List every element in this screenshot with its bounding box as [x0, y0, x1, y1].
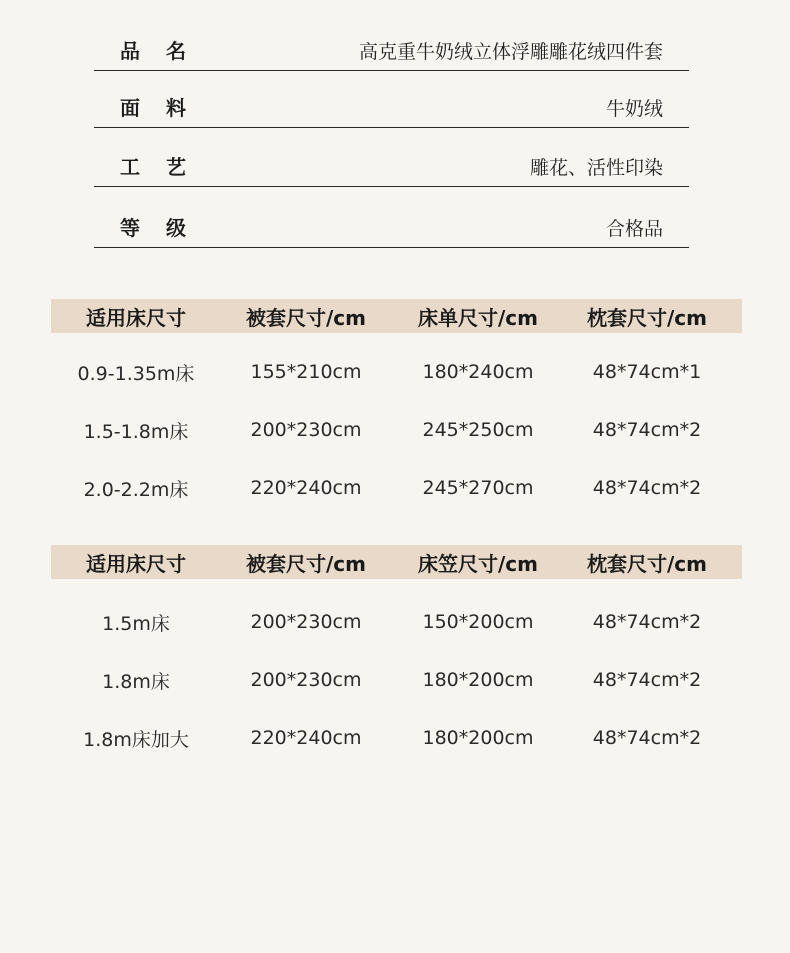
cell-bed-size: 2.0-2.2m床	[83, 478, 189, 501]
table-row	[51, 459, 742, 517]
header-pillowcase-size: 枕套尺寸/cm	[587, 551, 707, 576]
table-header	[51, 299, 742, 333]
table-row	[51, 343, 742, 401]
cell-sheet-size: 180*240cm	[422, 361, 534, 383]
cell-pillowcase-size: 48*74cm*2	[592, 477, 702, 499]
table-header	[51, 545, 742, 579]
cell-pillowcase-size: 48*74cm*2	[592, 419, 702, 441]
cell-duvet-size: 220*240cm	[250, 727, 362, 749]
table-row	[51, 593, 742, 651]
table-row	[51, 709, 742, 767]
cell-pillowcase-size: 48*74cm*2	[592, 669, 702, 691]
cell-sheet-size: 245*270cm	[422, 477, 534, 499]
cell-duvet-size: 200*230cm	[250, 419, 362, 441]
header-pillowcase-size: 枕套尺寸/cm	[587, 305, 707, 330]
size-table-flat-sheet	[51, 299, 742, 517]
product-spec-list	[94, 30, 689, 248]
cell-bed-size: 1.5-1.8m床	[83, 420, 189, 443]
cell-bed-size: 1.5m床	[102, 612, 170, 635]
spec-row-grade	[94, 187, 689, 248]
spec-label: 面料	[120, 96, 212, 120]
header-duvet-size: 被套尺寸/cm	[246, 305, 366, 330]
size-table-fitted-sheet	[51, 545, 742, 767]
cell-fitted-sheet-size: 180*200cm	[422, 727, 534, 749]
spec-row-fabric	[94, 71, 689, 128]
header-sheet-size: 床单尺寸/cm	[418, 305, 538, 330]
spec-label: 等级	[120, 216, 212, 240]
cell-duvet-size: 220*240cm	[250, 477, 362, 499]
cell-sheet-size: 245*250cm	[422, 419, 534, 441]
cell-fitted-sheet-size: 150*200cm	[422, 611, 534, 633]
header-duvet-size: 被套尺寸/cm	[246, 551, 366, 576]
spec-label: 品名	[120, 39, 212, 63]
cell-bed-size: 0.9-1.35m床	[77, 362, 195, 385]
spec-value: 高克重牛奶绒立体浮雕雕花绒四件套	[358, 41, 663, 63]
cell-pillowcase-size: 48*74cm*1	[592, 361, 702, 383]
cell-duvet-size: 200*230cm	[250, 611, 362, 633]
cell-duvet-size: 200*230cm	[250, 669, 362, 691]
spec-value: 合格品	[605, 218, 663, 240]
cell-duvet-size: 155*210cm	[250, 361, 362, 383]
spec-value: 牛奶绒	[605, 98, 663, 120]
spec-row-craft	[94, 128, 689, 187]
spec-label: 工艺	[120, 155, 212, 179]
cell-fitted-sheet-size: 180*200cm	[422, 669, 534, 691]
table-row	[51, 401, 742, 459]
cell-pillowcase-size: 48*74cm*2	[592, 727, 702, 749]
cell-bed-size: 1.8m床	[102, 670, 170, 693]
header-fitted-sheet-size: 床笠尺寸/cm	[418, 551, 538, 576]
table-row	[51, 651, 742, 709]
spec-value: 雕花、活性印染	[529, 157, 663, 179]
cell-pillowcase-size: 48*74cm*2	[592, 611, 702, 633]
spec-row-name	[94, 30, 689, 71]
cell-bed-size: 1.8m床加大	[83, 728, 189, 751]
header-bed-size: 适用床尺寸	[86, 305, 186, 330]
header-bed-size: 适用床尺寸	[86, 551, 186, 576]
